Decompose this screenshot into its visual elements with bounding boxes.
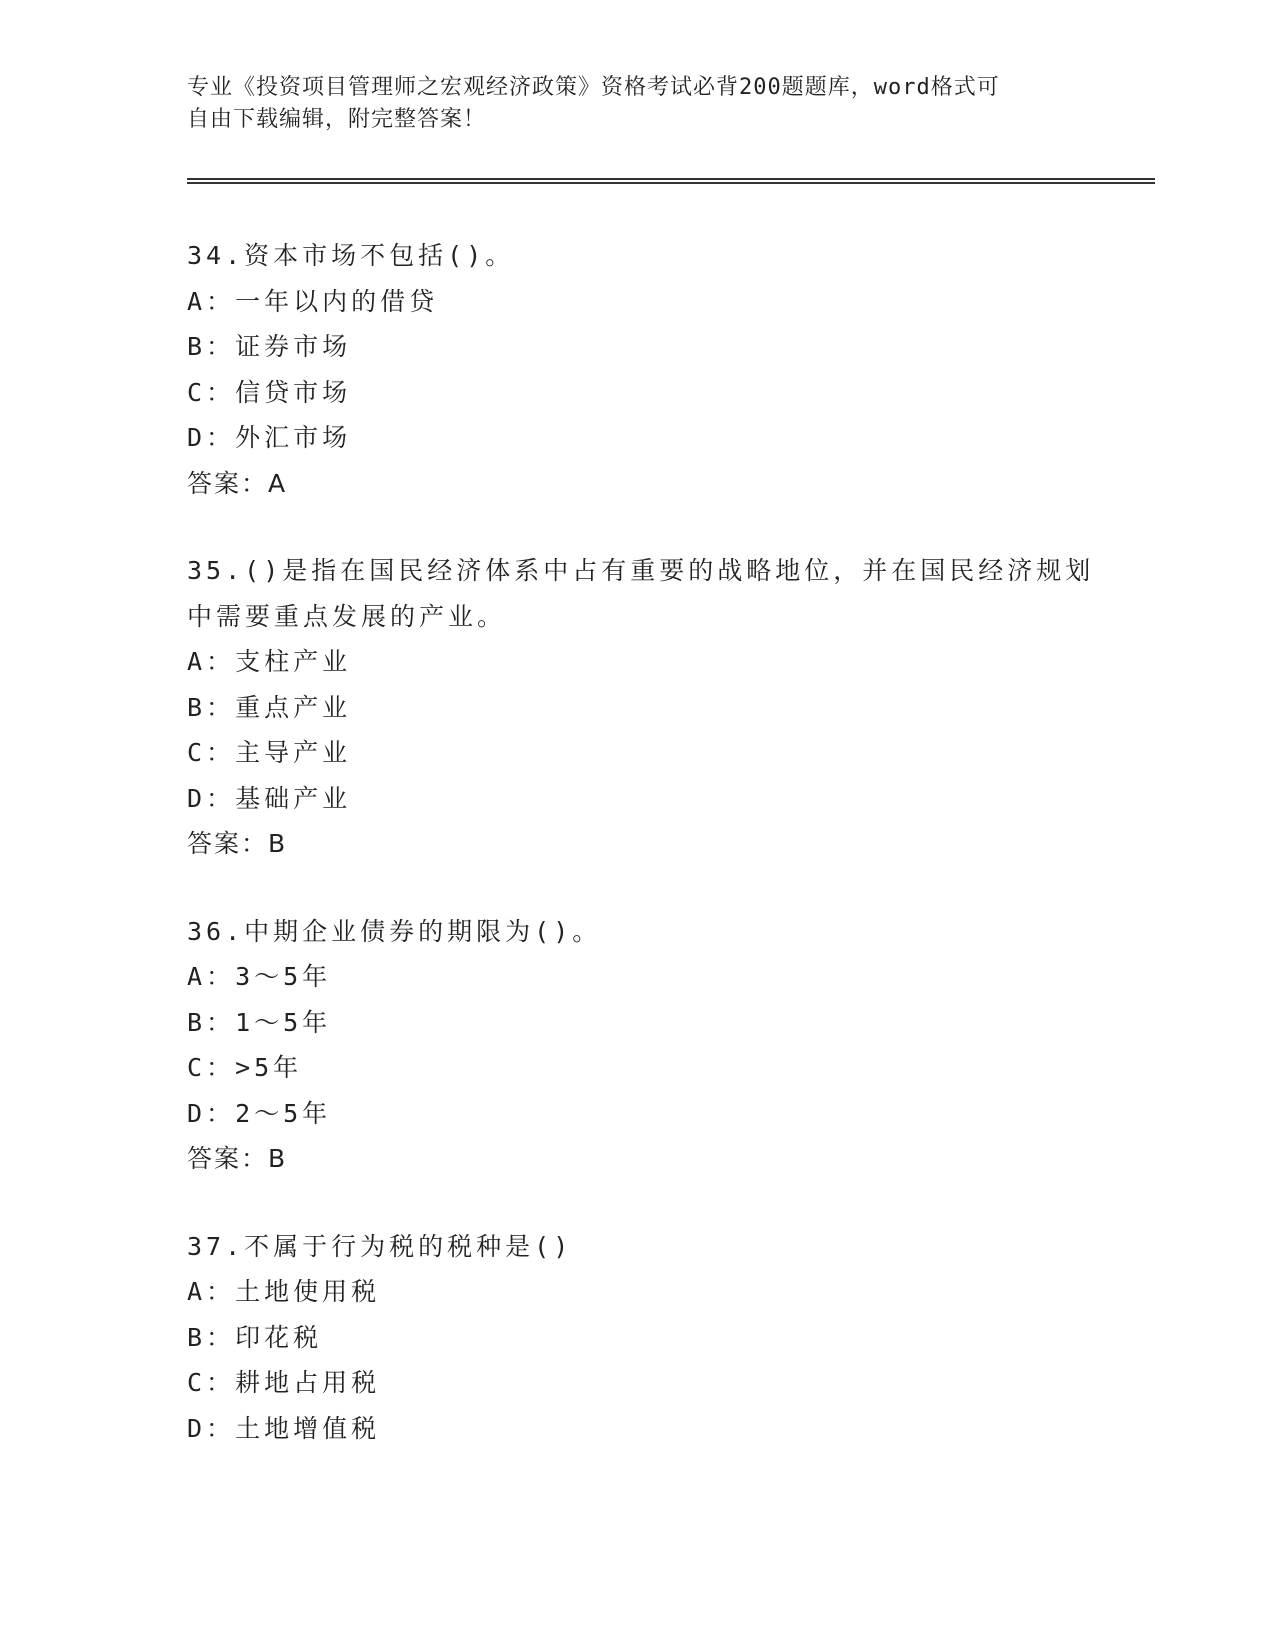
option-label: D： [187, 423, 236, 452]
option-text: 信贷市场 [235, 377, 352, 407]
option-text: 主导产业 [235, 738, 352, 767]
answer-line [187, 461, 1087, 507]
option-line [187, 1045, 1087, 1091]
option-label: A： [187, 647, 236, 676]
option-text: 3～5年 [235, 962, 332, 991]
option-text: 基础产业 [235, 783, 352, 813]
option-line [187, 776, 1087, 822]
option-label: B： [187, 692, 236, 722]
option-line [187, 1315, 1087, 1361]
option-text: 1～5年 [235, 1007, 332, 1037]
option-line [187, 1269, 1087, 1315]
option-label: A： [187, 962, 236, 991]
header-line-2: 自由下载编辑，附完整答案！ [187, 107, 487, 132]
question-block [187, 1224, 1087, 1452]
option-label: A： [187, 1277, 236, 1306]
answer-line [187, 821, 1087, 867]
option-line [187, 324, 1087, 370]
option-line [187, 1091, 1087, 1137]
option-text: 耕地占用税 [235, 1368, 381, 1397]
option-line [187, 730, 1087, 776]
option-line [187, 279, 1087, 325]
option-text: 证券市场 [235, 332, 352, 361]
option-line [187, 954, 1087, 1000]
option-line [187, 415, 1087, 461]
option-label: A： [187, 286, 236, 316]
option-text: 重点产业 [235, 692, 352, 722]
option-label: C： [187, 377, 236, 407]
option-line [187, 1360, 1087, 1406]
option-label: D： [187, 1413, 236, 1443]
option-label: D： [187, 783, 236, 813]
answer-label: 答案： [187, 468, 269, 498]
option-text: 土地增值税 [235, 1413, 381, 1443]
question-stem: 34.资本市场不包括()。 [187, 241, 515, 270]
option-text: 土地使用税 [235, 1277, 381, 1306]
document-header [187, 72, 1067, 136]
option-label: B： [187, 332, 236, 361]
header-divider-bottom [187, 182, 1155, 184]
question-stem: 35.()是指在国民经济体系中占有重要的战略地位，并在国民经济规划 [187, 556, 1095, 585]
option-line [187, 685, 1087, 731]
answer-value: B [268, 829, 290, 858]
answer-label: 答案： [187, 1144, 269, 1173]
answer-value: B [268, 1144, 290, 1173]
question-block [187, 233, 1087, 506]
option-text: 印花税 [235, 1322, 323, 1352]
option-label: C： [187, 1368, 236, 1397]
header-divider-top [187, 178, 1155, 180]
question-list [187, 233, 1095, 1493]
option-text: 一年以内的借贷 [235, 286, 439, 316]
option-line [187, 370, 1087, 416]
option-text: 支柱产业 [235, 647, 352, 676]
option-label: C： [187, 738, 236, 767]
question-block [187, 548, 1095, 867]
option-line [187, 1406, 1087, 1452]
question-block [187, 909, 1087, 1182]
answer-value: A [268, 468, 290, 498]
option-line [187, 1000, 1087, 1046]
option-text: >5年 [235, 1053, 303, 1082]
option-label: C： [187, 1053, 236, 1082]
option-label: D： [187, 1098, 236, 1128]
option-text: 2～5年 [235, 1098, 332, 1128]
option-label: B： [187, 1007, 236, 1037]
option-line [187, 639, 1087, 685]
answer-label: 答案： [187, 829, 269, 858]
question-stem: 36.中期企业债券的期限为()。 [187, 916, 602, 946]
option-text: 外汇市场 [235, 423, 352, 452]
answer-line [187, 1136, 1087, 1182]
question-stem: 中需要重点发展的产业。 [187, 601, 507, 631]
option-label: B： [187, 1322, 236, 1352]
header-line-1: 专业《投资项目管理师之宏观经济政策》资格考试必背200题题库，word格式可 [187, 75, 1000, 100]
question-stem: 37.不属于行为税的税种是() [187, 1231, 573, 1261]
